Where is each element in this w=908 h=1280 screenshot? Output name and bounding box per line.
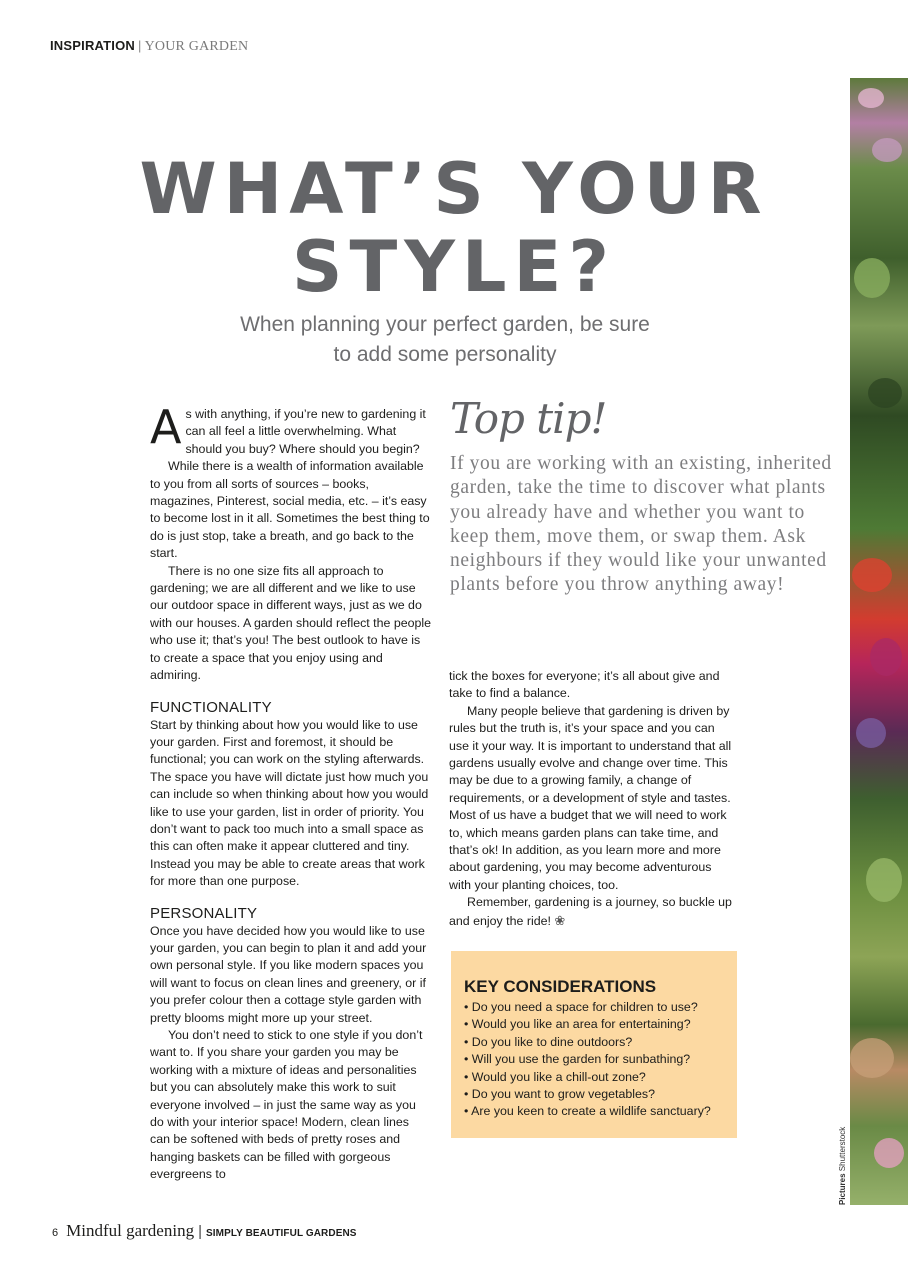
header-separator: | bbox=[138, 38, 142, 53]
list-item: • Would you like an area for entertaining? bbox=[464, 1017, 691, 1032]
key-considerations-heading: KEY CONSIDERATIONS bbox=[464, 977, 657, 996]
subsection-label: YOUR GARDEN bbox=[144, 39, 249, 54]
list-item: • Will you use the garden for sunbathing? bbox=[464, 1052, 691, 1067]
flower-end-icon: ❀ bbox=[554, 912, 566, 928]
intro-paragraph-3: There is no one size fits all approach to gardening; we are all different and we like to use our outdoor space in different ways, just as we do with our houses. A garden should reflect the people who use it; that’s you! The best outlook to have is to create a space that you enjoy using and admiring. bbox=[150, 563, 432, 683]
continued-paragraph-1: tick the boxes for everyone; it’s all about give and take to find a balance. bbox=[449, 669, 720, 701]
key-considerations-list bbox=[464, 999, 737, 1121]
page-title bbox=[0, 150, 908, 306]
list-item: • Do you want to grow vegetables? bbox=[464, 1087, 655, 1102]
list-item: • Would you like a chill-out zone? bbox=[464, 1069, 646, 1084]
key-considerations-box bbox=[451, 951, 737, 1138]
photo-credit: Pictures Shutterstock bbox=[838, 1126, 847, 1205]
page-number: 6 bbox=[52, 1227, 59, 1239]
title-line-1: WHAT’S YOUR bbox=[139, 148, 769, 230]
intro-paragraph-2: While there is a wealth of information available to you from all sorts of sources – books, magazines, Pinterest, social media, etc. – it’s easy to become lost in it all. Sometimes the best thing to do is just stop, take a breath, and go back to the start. bbox=[150, 459, 430, 561]
personality-paragraph-2: You don’t need to stick to one style if you don’t want to. If you share your garden you may be working with a mixture of ideas and personalities but you can absolutely make this work to suit everyone involved – in just the same way as you do with your interior space! Modern, clean lines can be softened with beds of pretty roses and hanging baskets can be filled with gorgeous evergreens to bbox=[150, 1028, 423, 1182]
magazine-title: Mindful gardening bbox=[66, 1221, 195, 1240]
functionality-paragraph: Start by thinking about how you would like to use your garden. First and foremost, it should be functional; you can work on the styling afterwards. The space you have will dictate just how much you can include so when thinking about how you would like to use your garden, list in order of priority. You don’t want to pack too much into a small space as this can often make it appear cluttered and tiny. Instead you may be able to create areas that work for more than one purpose. bbox=[150, 717, 429, 889]
standfirst: When planning your perfect garden, be sure to add some personality bbox=[240, 313, 650, 366]
page-footer bbox=[52, 1221, 357, 1241]
footer-section: SIMPLY BEAUTIFUL GARDENS bbox=[205, 1228, 357, 1239]
list-item: • Are you keen to create a wildlife sanctuary? bbox=[464, 1104, 711, 1119]
personality-paragraph-1: Once you have decided how you would like to use your garden, you can begin to plan it and add your own personal style. If you like modern spaces you will want to focus on clean lines and greenery, or if you prefer colour then a cottage style garden with pretty blooms might more up your street. bbox=[150, 923, 427, 1025]
right-column bbox=[449, 668, 733, 930]
title-line-2: STYLE? bbox=[292, 226, 616, 308]
section-label: INSPIRATION bbox=[50, 38, 136, 53]
functionality-heading: FUNCTIONALITY bbox=[150, 698, 272, 716]
list-item: • Do you need a space for children to use? bbox=[464, 1000, 698, 1014]
intro-paragraph-1: As with anything, if you’re new to gardening it can all feel a little overwhelming. What should you buy? Where should you begin? bbox=[150, 400, 426, 456]
personality-heading: PERSONALITY bbox=[150, 904, 258, 922]
continued-paragraph-3: Remember, gardening is a journey, so buckle up and enjoy the ride! ❀ bbox=[449, 895, 732, 928]
left-column bbox=[150, 400, 432, 1184]
top-tip-body: If you are working with an existing, inherited garden, take the time to discover what plants you already have and whether you want to keep them, move them, or swap them. Ask neighbours if they would like your unwanted plants before you throw anything away! bbox=[450, 453, 832, 596]
footer-separator: | bbox=[198, 1223, 202, 1240]
continued-paragraph-2: Many people believe that gardening is driven by rules but the truth is, it’s your space and you can use it your way. It is important to understand that all gardens usually evolve and change over time. This may be due to a growing family, a change of requirements, or a development of style and tastes. Most of us have a budget that we will need to work to, which means garden plans can take time, and that’s ok! In addition, as you learn more and more about gardening, you may become adventurous with your planting choices, too. bbox=[449, 703, 732, 892]
running-header bbox=[50, 38, 248, 55]
drop-cap: A bbox=[150, 400, 182, 454]
top-tip-heading: Top tip! bbox=[450, 394, 607, 443]
list-item: • Do you like to dine outdoors? bbox=[464, 1034, 633, 1049]
